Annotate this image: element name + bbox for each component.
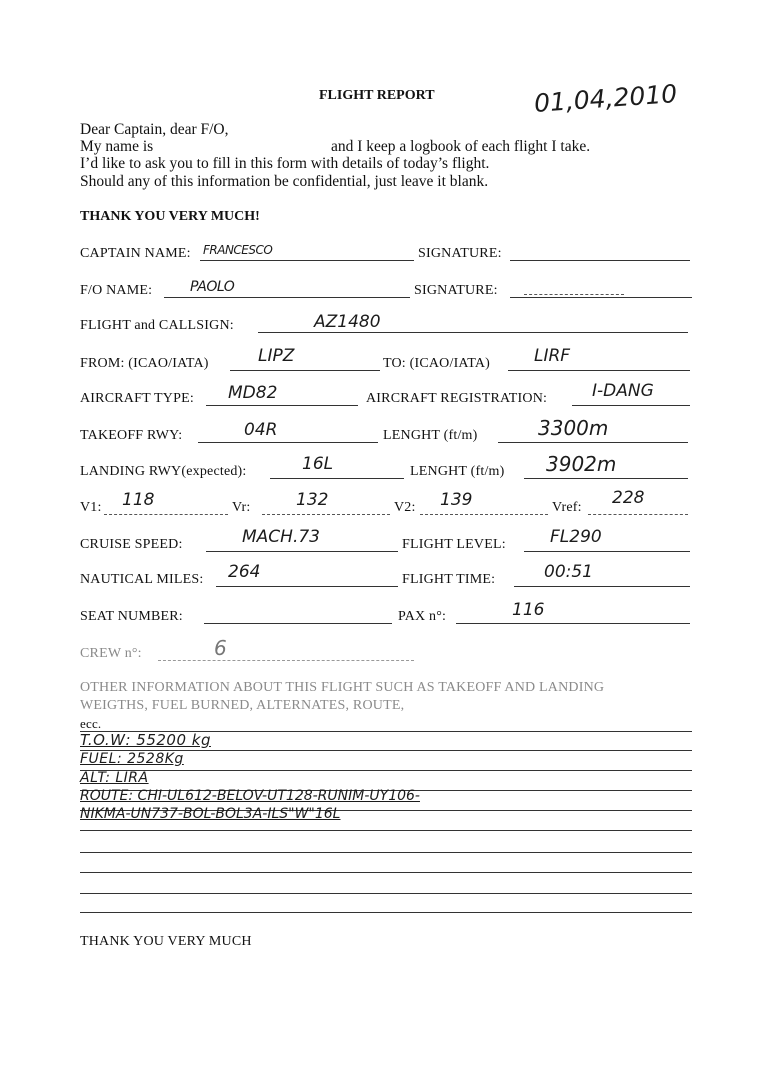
note-line	[80, 770, 692, 771]
landing-length-underline	[524, 478, 688, 479]
time-underline	[514, 586, 690, 587]
note-line	[80, 912, 692, 913]
from-label: FROM: (ICAO/IATA)	[80, 356, 209, 371]
to-underline	[508, 370, 690, 371]
vr-underline	[262, 514, 390, 515]
other-info-line-1: OTHER INFORMATION ABOUT THIS FLIGHT SUCH AS TAKEOFF AND LANDING	[80, 680, 605, 695]
flight-underline	[258, 332, 688, 333]
page-title: FLIGHT REPORT	[319, 88, 435, 103]
vr-label: Vr:	[232, 500, 251, 515]
vr-value[interactable]: 132	[296, 490, 329, 510]
registration-label: AIRCRAFT REGISTRATION:	[366, 391, 548, 406]
intro-line-4: Should any of this information be confidential, just leave it blank.	[80, 173, 489, 190]
to-label: TO: (ICAO/IATA)	[383, 356, 490, 371]
landing-label: LANDING RWY(expected):	[80, 464, 247, 479]
crew-underline	[158, 660, 414, 661]
thanks-footer: THANK YOU VERY MUCH	[80, 934, 252, 949]
to-value[interactable]: LIRF	[534, 346, 571, 366]
flight-label: FLIGHT and CALLSIGN:	[80, 318, 234, 333]
pax-underline	[456, 623, 690, 624]
captain-label: CAPTAIN NAME:	[80, 246, 191, 261]
cruise-underline	[206, 551, 398, 552]
v2-label: V2:	[394, 500, 416, 515]
vref-label: Vref:	[552, 500, 582, 515]
miles-value[interactable]: 264	[228, 562, 261, 582]
landing-value[interactable]: 16L	[302, 454, 334, 474]
note-route-1[interactable]: ROUTE: CHI-UL612-BELOV-UT128-RUNIM-UY106-	[80, 788, 420, 804]
from-underline	[230, 370, 380, 371]
other-info-line-3: ecc.	[80, 716, 102, 731]
level-value[interactable]: FL290	[550, 527, 602, 547]
note-fuel[interactable]: FUEL: 2528Kg	[80, 751, 184, 767]
intro-line-3: I’d like to ask you to fill in this form with details of today’s flight.	[80, 155, 490, 172]
intro-line-2b: and I keep a logbook of each flight I take.	[331, 138, 591, 155]
flight-value[interactable]: AZ1480	[314, 312, 381, 332]
captain-signature-label: SIGNATURE:	[418, 246, 502, 261]
note-line	[80, 893, 692, 894]
note-line	[80, 830, 692, 831]
note-alternate[interactable]: ALT: LIRA	[80, 770, 149, 786]
level-label: FLIGHT LEVEL:	[402, 537, 506, 552]
fo-value[interactable]: PAOLO	[190, 279, 235, 295]
note-line	[80, 872, 692, 873]
level-underline	[524, 551, 690, 552]
crew-value[interactable]: 6	[214, 636, 227, 660]
fo-label: F/O NAME:	[80, 283, 153, 298]
pax-value[interactable]: 116	[512, 600, 545, 620]
captain-signature-underline	[510, 260, 690, 261]
landing-length-value[interactable]: 3902m	[546, 452, 617, 476]
v1-value[interactable]: 118	[122, 490, 155, 510]
v1-underline	[104, 514, 228, 515]
registration-value[interactable]: I-DANG	[592, 381, 654, 401]
v2-underline	[420, 514, 548, 515]
cruise-label: CRUISE SPEED:	[80, 537, 183, 552]
captain-underline	[200, 260, 414, 261]
takeoff-label: TAKEOFF RWY:	[80, 428, 183, 443]
vref-value[interactable]: 228	[612, 488, 645, 508]
takeoff-underline	[198, 442, 378, 443]
from-value[interactable]: LIPZ	[258, 346, 295, 366]
takeoff-length-value[interactable]: 3300m	[538, 416, 609, 440]
takeoff-length-underline	[498, 442, 688, 443]
note-route-2[interactable]: NIKMA-UN737-BOL-BOL3A-ILS"W"16L	[80, 806, 341, 822]
miles-underline	[216, 586, 398, 587]
note-tow[interactable]: T.O.W: 55200 kg	[80, 731, 211, 749]
note-line	[80, 852, 692, 853]
pax-label: PAX n°:	[398, 609, 447, 624]
miles-label: NAUTICAL MILES:	[80, 572, 204, 587]
aircraft-value[interactable]: MD82	[228, 383, 278, 403]
fo-signature-underline	[510, 297, 692, 298]
time-value[interactable]: 00:51	[544, 562, 593, 582]
intro-line-1: Dear Captain, dear F/O,	[80, 121, 229, 138]
landing-length-label: LENGHT (ft/m)	[410, 464, 505, 479]
fo-underline	[164, 297, 410, 298]
report-date: 01,04,2010	[533, 79, 678, 118]
fo-signature-label: SIGNATURE:	[414, 283, 498, 298]
takeoff-length-label: LENGHT (ft/m)	[383, 428, 478, 443]
registration-underline	[572, 405, 690, 406]
intro-line-2a: My name is	[80, 138, 154, 155]
thanks-heading: THANK YOU VERY MUCH!	[80, 209, 260, 224]
seat-underline	[204, 623, 392, 624]
time-label: FLIGHT TIME:	[402, 572, 496, 587]
vref-underline	[588, 514, 688, 515]
landing-underline	[270, 478, 404, 479]
seat-label: SEAT NUMBER:	[80, 609, 183, 624]
cruise-value[interactable]: MACH.73	[242, 527, 320, 547]
crew-label: CREW n°:	[80, 646, 142, 661]
v2-value[interactable]: 139	[440, 490, 473, 510]
v1-label: V1:	[80, 500, 102, 515]
captain-value[interactable]: FRANCESCO	[203, 243, 273, 257]
takeoff-value[interactable]: 04R	[244, 420, 278, 440]
aircraft-underline	[206, 405, 358, 406]
other-info-line-2: WEIGTHS, FUEL BURNED, ALTERNATES, ROUTE,	[80, 698, 405, 713]
aircraft-label: AIRCRAFT TYPE:	[80, 391, 194, 406]
fo-signature-mark	[524, 294, 624, 295]
